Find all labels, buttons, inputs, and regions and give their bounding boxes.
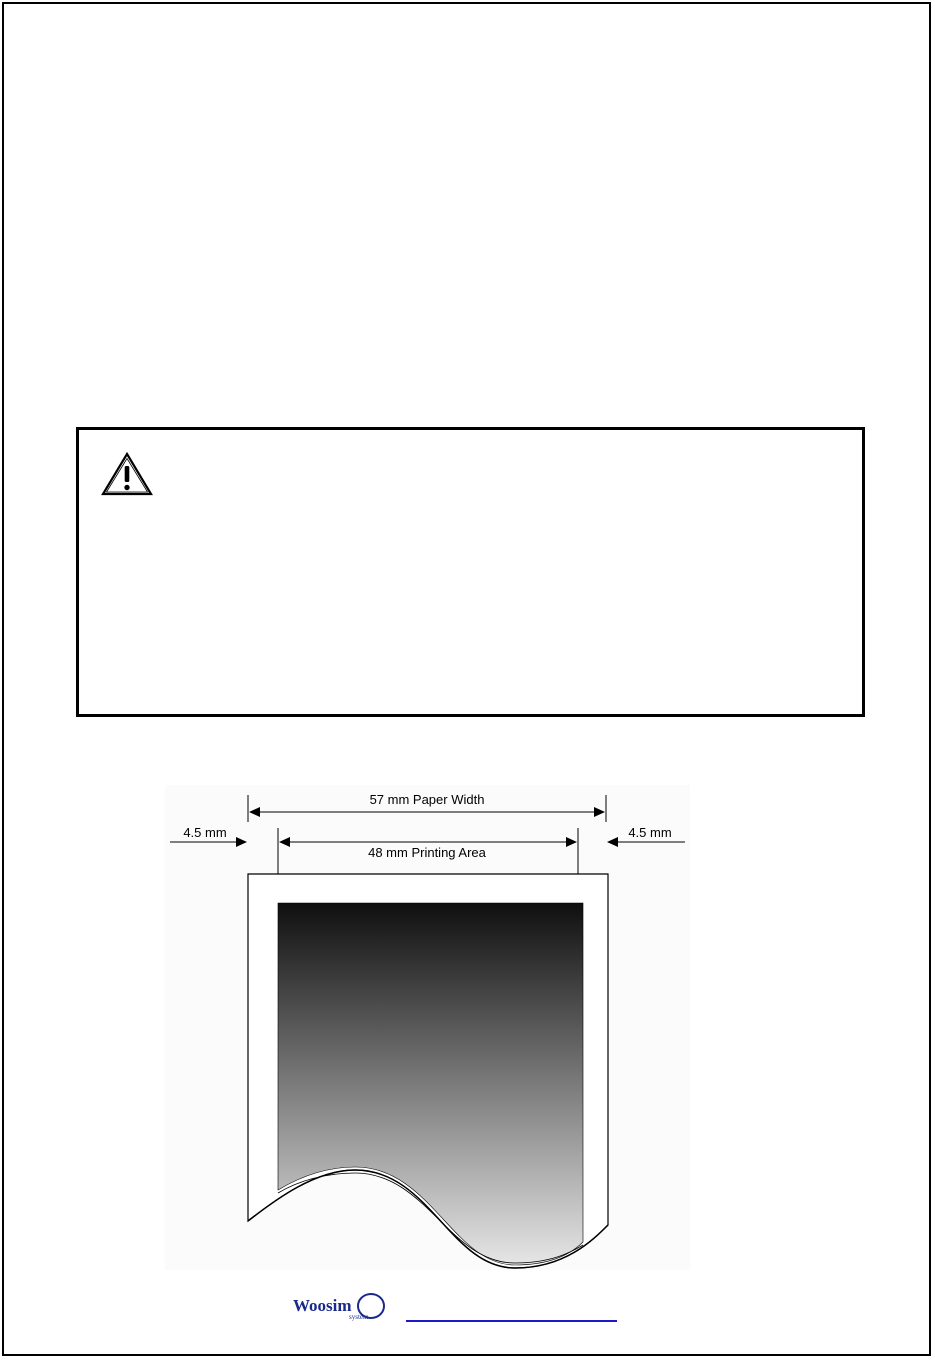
paper-width-label: 57 mm Paper Width [369,792,485,807]
footer-link[interactable] [406,1306,617,1322]
logo-subtext: system [349,1313,369,1321]
left-margin-label: 4.5 mm [183,825,227,840]
right-margin-label: 4.5 mm [628,825,672,840]
woosim-logo [287,1291,399,1321]
logo-text: Woosim [293,1296,352,1315]
printing-area-label: 48 mm Printing Area [368,845,486,860]
warning-box [76,427,865,717]
paper-width-diagram [165,785,690,1270]
warning-triangle-icon [100,451,154,497]
